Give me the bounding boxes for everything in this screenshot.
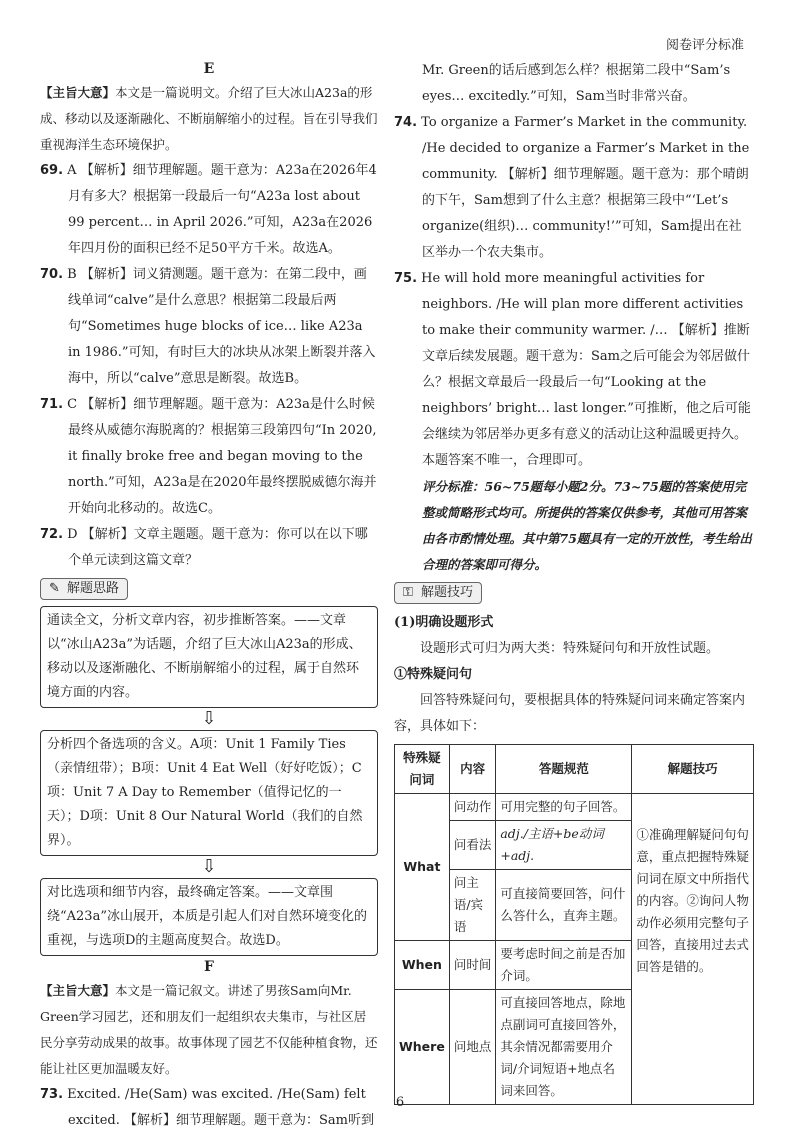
down-arrow-icon: ⇩ [201, 856, 217, 877]
answer-74 [394, 110, 754, 266]
where-cell: Where [395, 990, 450, 1105]
when-cell: When [395, 941, 450, 990]
guide-title: 解题思路 [67, 581, 120, 596]
content-cell: 问地点 [449, 990, 496, 1105]
q75-number: 75. [394, 271, 418, 286]
header-answer-rule: 答题规范 [496, 745, 632, 794]
answer-73-continued: Mr. Green的话后感到怎么样？根据第二段中“Sam’s eyes… excitedly.”可知，Sam当时非常兴奋。 [422, 63, 731, 104]
tip-2-text: 回答特殊疑问句，要根据具体的特殊疑问词来确定答案内容，具体如下： [394, 693, 746, 734]
section-f-title: F [204, 959, 214, 975]
tip-1-heading: (1)明确设题形式 [394, 615, 494, 630]
reasoning-box-3: 对比选项和细节内容，最终确定答案。——文章围绕“A23a”冰山展开，本质是引起人们对自然环境变化的重视，与选项D的主题高度契合。故选D。 [40, 878, 378, 956]
q74-text: To organize a Farmer’s Market in the community. /He decided to organize a Farmer’s Market in the community. 【解析】细节理解题。题干意为：那个晴朗的下午，Sam想到了什么主意？根据第三段中“‘Let’s organize(组织)… community!’”可知，Sam提出在社区举办一个农夫集市。 [421, 115, 750, 260]
q71-number: 71. [40, 397, 64, 412]
summary-e [40, 80, 378, 158]
page-header: 阅卷评分标准 [665, 38, 744, 53]
rule-cell: 可直接简要回答，问什么答什么，直奔主题。 [496, 870, 632, 941]
left-column [40, 58, 378, 1134]
answer-72 [40, 522, 378, 574]
header-tips: 解题技巧 [632, 745, 754, 794]
rule-cell: 可用完整的句子回答。 [496, 794, 632, 821]
page-number: 6 [395, 1095, 405, 1110]
content-cell: 问时间 [449, 941, 496, 990]
summary-f-tag: 【主旨大意】 [40, 983, 116, 998]
tip-1-text: 设题形式可归为两大类：特殊疑问句和开放性试题。 [420, 641, 720, 656]
q70-text: B 【解析】词义猜测题。题干意为：在第二段中，画线单词“calve”是什么意思？根据第二段最后两句“Sometimes huge blocks of ice… like A23a in 1986.”可知，有时巨大的冰块从冰架上断裂并落入海中，所以“calve”意思是断裂。故选B。 [67, 267, 376, 386]
summary-e-tag: 【主旨大意】 [40, 85, 116, 100]
guide-heading [40, 578, 128, 600]
q70-number: 70. [40, 267, 64, 282]
answer-70 [40, 262, 378, 392]
q73-text: Excited. /He(Sam) was excited. /He(Sam) felt excited. 【解析】细节理解题。题干意为：Sam听到 [67, 1087, 374, 1128]
table-row [395, 794, 754, 821]
down-arrow-icon: ⇩ [201, 708, 217, 729]
question-word-table [394, 744, 754, 1105]
rule-cell: 要考虑时间之前是否加介词。 [496, 941, 632, 990]
q73-number: 73. [40, 1087, 64, 1102]
content-cell: 问主语/宾语 [449, 870, 496, 941]
q72-number: 72. [40, 527, 64, 542]
content-cell: 问动作 [449, 794, 496, 821]
pencil-icon: ✎ [49, 581, 60, 596]
section-e-title: E [203, 61, 215, 77]
right-column [394, 58, 754, 1105]
rule-cell: 可直接回答地点，除地点副词可直接回答外，其余情况都需要用介词/介词短语+地点名词来回答。 [496, 990, 632, 1105]
q69-number: 69. [40, 163, 64, 178]
header-question-word: 特殊疑问词 [395, 745, 450, 794]
summary-f-text: 本文是一篇记叙文。讲述了男孩Sam向Mr. Green学习园艺，还和朋友们一起组织农夫集市，与社区居民分享劳动成果的故事。故事体现了园艺不仅能种植食物，还能让社区更加温暖友好。 [40, 983, 378, 1076]
answer-75 [394, 266, 754, 474]
tip-2-heading: ①特殊疑问句 [394, 667, 473, 682]
q71-text: C 【解析】细节理解题。题干意为：A23a是什么时候最终从威德尔海脱离的？根据第三段第四句“In 2020, it finally broke free and began moving to the north.”可知，A23a是在2020年最终摆脱威德尔海并开始向北移动的。故选C。 [67, 397, 377, 516]
reasoning-box-2: 分析四个备选项的含义。A项：Unit 1 Family Ties（亲情纽带）；B项：Unit 4 Eat Well（好好吃饭）；C项：Unit 7 A Day to Remember（值得记忆的一天）；D项：Unit 8 Our Natural World（我们的自然界）。 [40, 730, 378, 856]
table-header-row [395, 745, 754, 794]
q74-number: 74. [394, 115, 418, 130]
answer-71 [40, 392, 378, 522]
summary-e-text: 本文是一篇说明文。介绍了巨大冰山A23a的形成、移动以及逐渐融化、不断崩解缩小的过程。旨在引导我们重视海洋生态环境保护。 [40, 85, 378, 152]
rule-cell: adj./主语+be动词+adj. [496, 821, 632, 870]
q75-text: He will hold more meaningful activities for neighbors. /He will plan more different activities to make their community warmer. /… 【解析】推断文章后续发展题。题干意为：Sam之后可能会为邻居做什么？根据文章最后一段最后一句“Looking at the neighbors’ bright… last longer.”可推断，他之后可能会继续为邻居举办更多有意义的活动让这种温暖更持久。本题答案不唯一，合理即可。 [421, 271, 751, 468]
header-content: 内容 [449, 745, 496, 794]
content-cell: 问看法 [449, 821, 496, 870]
what-cell: What [395, 794, 450, 941]
tips-title: 解题技巧 [421, 585, 474, 600]
summary-f [40, 978, 378, 1082]
key-icon: ⚿ [403, 585, 413, 600]
reasoning-box-1: 通读全文，分析文章内容，初步推断答案。——文章以“冰山A23a”为话题，介绍了巨大冰山A23a的形成、移动以及逐渐融化、不断崩解缩小的过程，属于自然环境方面的内容。 [40, 606, 378, 708]
tips-cell: ①准确理解疑问句句意，重点把握特殊疑问词在原文中所指代的内容。②询问人物动作必须用完整句子回答，直接用过去式回答是错的。 [632, 794, 754, 1105]
scoring-note: 评分标准：56~75题每小题2分。73~75题的答案使用完整或简略形式均可。所提供的答案仅供参考，其他可用答案由各市酌情处理。其中第75题具有一定的开放性，考生给出合理的答案即可得分。 [422, 479, 752, 572]
q69-text: A 【解析】细节理解题。题干意为：A23a在2026年4月有多大？根据第一段最后一句“A23a lost about 99 percent… in April 2026.”可知，A23a在2026年四月份的面积已经不足50平方千米。故选A。 [67, 163, 377, 256]
answer-69 [40, 158, 378, 262]
q72-text: D 【解析】文章主题题。题干意为：你可以在以下哪个单元读到这篇文章？ [67, 527, 368, 568]
tips-heading [394, 582, 482, 604]
